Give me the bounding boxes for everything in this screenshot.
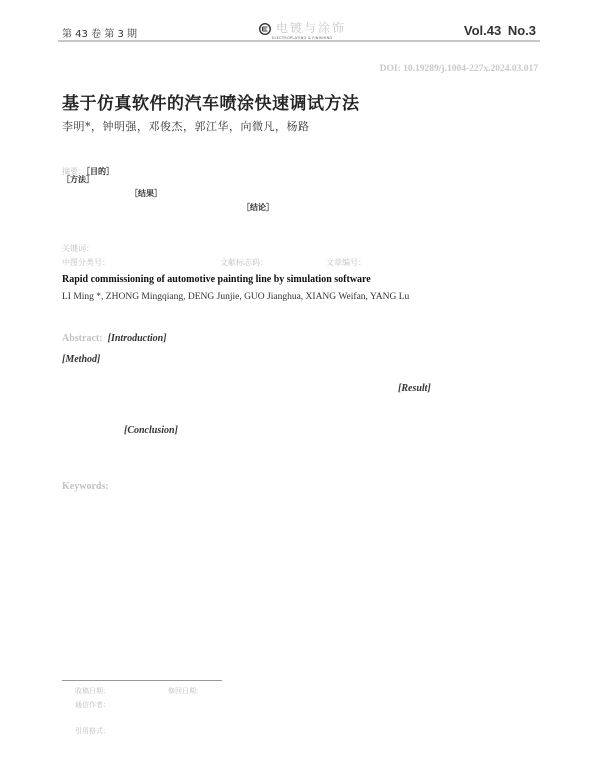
abstract-result-cn: ［结果］ [130, 189, 162, 198]
corresponding-author-label: 通信作者： [75, 701, 110, 709]
abstract-introduction-en: [Introduction] [107, 333, 167, 344]
abstract-conclusion-en: [Conclusion] [124, 425, 178, 436]
journal-logo-mark-icon [259, 23, 271, 35]
abstract-en-line1 [62, 326, 167, 345]
abstract-method-cn: ［方法］ [62, 175, 94, 184]
abstract-method-en: [Method] [62, 354, 101, 365]
authors-cn: 李明*，钟明强，邓俊杰，郭江华，向微凡，杨路 [62, 120, 310, 133]
header-divider [58, 40, 540, 42]
article-title-cn: 基于仿真软件的汽车喷涂快速调试方法 [62, 94, 360, 114]
abstract-conclusion-cn: ［结论］ [242, 203, 274, 212]
article-number-label: 文章编号： [326, 258, 366, 267]
article-title-en: Rapid commissioning of automotive painting line by simulation software [62, 274, 371, 285]
footnote-divider [62, 680, 222, 681]
revised-date-label: 修回日期： [168, 687, 203, 695]
received-date-label: 收稿日期： [75, 687, 110, 695]
keywords-label-cn: 关键词： [62, 244, 94, 253]
journal-logo-text-cn: 电镀与涂饰 [276, 21, 347, 35]
abstract-label-cn: 摘要： [62, 167, 86, 176]
keywords-label-en: Keywords: [62, 481, 109, 492]
abstract-label-en: Abstract: [62, 333, 103, 344]
issue-info-cn: 第 43 卷 第 3 期 [62, 29, 137, 40]
volume-issue: Vol.43 No.3 [463, 23, 536, 38]
abstract-introduction-cn: ［目的］ [86, 167, 114, 176]
document-code-label: 文献标志码： [220, 258, 268, 267]
clc-label: 中图分类号： [62, 258, 110, 267]
doi[interactable]: DOI: 10.19289/j.1004-227x.2024.03.017 [379, 64, 538, 74]
abstract-result-en: [Result] [398, 383, 431, 394]
citation-format-label: 引用格式： [75, 727, 110, 735]
journal-logo-text-en: ELECTROPLATING & FINISHING [272, 36, 333, 40]
authors-en: LI Ming *, ZHONG Mingqiang, DENG Junjie, GUO Jianghua, XIANG Weifan, YANG Lu [62, 292, 410, 302]
